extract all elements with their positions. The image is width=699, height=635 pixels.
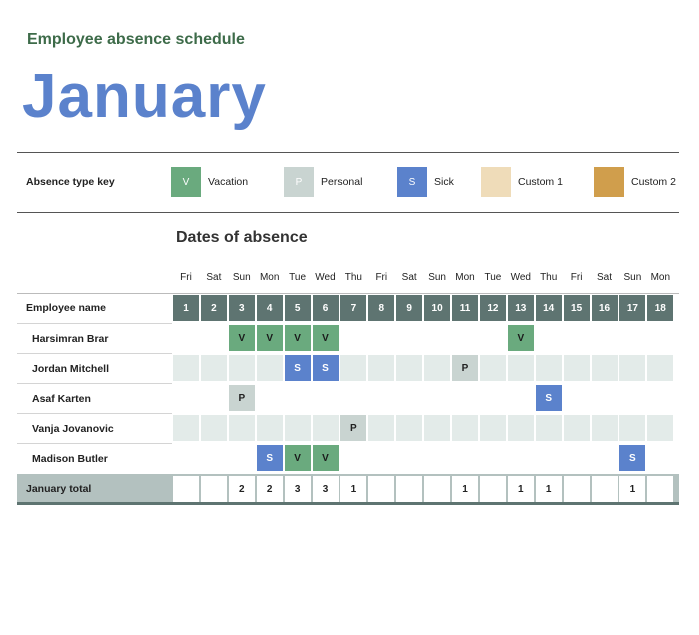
key-swatch: [594, 167, 624, 197]
date-number: 10: [424, 295, 450, 321]
day-name: Sun: [232, 272, 251, 283]
absence-cell[interactable]: [452, 415, 478, 441]
dates-of-absence-heading: Dates of absence: [176, 229, 308, 246]
total-label: January total: [26, 483, 92, 495]
total-cell: [201, 476, 227, 502]
absence-cell[interactable]: [396, 325, 422, 351]
total-cell: 2: [229, 476, 255, 502]
absence-cell[interactable]: [592, 355, 618, 381]
absence-cell[interactable]: [619, 385, 645, 411]
absence-cell[interactable]: [452, 445, 478, 471]
day-name: Wed: [510, 272, 531, 283]
total-cell: [368, 476, 394, 502]
absence-cell[interactable]: [536, 325, 562, 351]
absence-cell[interactable]: [173, 355, 199, 381]
absence-cell[interactable]: V: [508, 325, 534, 351]
title: Employee absence schedule: [27, 31, 245, 48]
date-number: 15: [564, 295, 590, 321]
absence-cell[interactable]: [592, 445, 618, 471]
day-name: Thu: [344, 272, 362, 283]
absence-cell[interactable]: [564, 355, 590, 381]
day-name: Tue: [289, 272, 307, 283]
absence-cell[interactable]: [424, 415, 450, 441]
absence-cell[interactable]: [480, 445, 506, 471]
absence-cell[interactable]: [619, 415, 645, 441]
employee-name: Vanja Jovanovic: [32, 423, 114, 435]
total-cell: [424, 476, 450, 502]
absence-cell[interactable]: V: [313, 325, 339, 351]
total-cell: [173, 476, 199, 502]
row-divider: [17, 443, 172, 444]
day-name: Sat: [596, 272, 612, 283]
absence-cell[interactable]: [647, 385, 673, 411]
absence-cell[interactable]: S: [285, 355, 311, 381]
absence-cell[interactable]: V: [257, 325, 283, 351]
absence-cell[interactable]: [452, 385, 478, 411]
day-name: Sat: [401, 272, 417, 283]
total-cell: [647, 476, 673, 502]
date-number: 1: [173, 295, 199, 321]
date-number: 7: [340, 295, 366, 321]
absence-cell[interactable]: [285, 415, 311, 441]
total-cell: 1: [452, 476, 478, 502]
employee-name: Asaf Karten: [32, 393, 91, 405]
absence-cell[interactable]: [508, 385, 534, 411]
absence-cell[interactable]: [647, 445, 673, 471]
absence-cell[interactable]: [480, 355, 506, 381]
date-number: 14: [536, 295, 562, 321]
absence-cell[interactable]: [396, 385, 422, 411]
absence-cell[interactable]: [313, 415, 339, 441]
absence-cell[interactable]: S: [619, 445, 645, 471]
absence-cell[interactable]: [508, 355, 534, 381]
total-cell: 1: [508, 476, 534, 502]
absence-cell[interactable]: [452, 325, 478, 351]
absence-cell[interactable]: [480, 415, 506, 441]
day-name: Fri: [375, 272, 388, 283]
day-name: Mon: [259, 272, 280, 283]
total-cell: [480, 476, 506, 502]
absence-cell[interactable]: [173, 325, 199, 351]
date-number: 12: [480, 295, 506, 321]
month-title: January: [22, 62, 267, 131]
absence-cell[interactable]: S: [536, 385, 562, 411]
absence-cell[interactable]: P: [340, 415, 366, 441]
key-label: Personal: [321, 176, 363, 188]
absence-cell[interactable]: [229, 415, 255, 441]
absence-cell[interactable]: V: [285, 325, 311, 351]
divider-bottom: [17, 212, 679, 213]
absence-cell[interactable]: [564, 445, 590, 471]
employee-name: Harsimran Brar: [32, 333, 109, 345]
date-number: 3: [229, 295, 255, 321]
day-name: Tue: [484, 272, 502, 283]
key-swatch: [481, 167, 511, 197]
absence-cell[interactable]: [424, 445, 450, 471]
date-number: 18: [647, 295, 673, 321]
absence-cell[interactable]: [564, 415, 590, 441]
absence-cell[interactable]: [647, 415, 673, 441]
date-number: 16: [592, 295, 618, 321]
absence-cell[interactable]: [592, 385, 618, 411]
day-name: Wed: [315, 272, 336, 283]
absence-cell[interactable]: [368, 385, 394, 411]
absence-cell[interactable]: [424, 385, 450, 411]
absence-cell[interactable]: [564, 385, 590, 411]
absence-cell[interactable]: [340, 385, 366, 411]
absence-cell[interactable]: [257, 355, 283, 381]
key-label: Custom 1: [518, 176, 563, 188]
absence-cell[interactable]: [647, 325, 673, 351]
total-cell: 1: [619, 476, 645, 502]
absence-cell[interactable]: [619, 355, 645, 381]
absence-cell[interactable]: S: [313, 355, 339, 381]
employee-name: Jordan Mitchell: [32, 363, 110, 375]
absence-cell[interactable]: S: [257, 445, 283, 471]
absence-cell[interactable]: [201, 445, 227, 471]
absence-cell[interactable]: [396, 355, 422, 381]
absence-cell[interactable]: [536, 445, 562, 471]
row-divider: [17, 383, 172, 384]
absence-cell[interactable]: [592, 325, 618, 351]
absence-cell[interactable]: [424, 355, 450, 381]
key-label: Custom 2: [631, 176, 676, 188]
key-label: Sick: [434, 176, 454, 188]
absence-cell[interactable]: [201, 415, 227, 441]
absence-cell[interactable]: [257, 415, 283, 441]
absence-type-key-label: Absence type key: [26, 176, 115, 188]
absence-cell[interactable]: [201, 325, 227, 351]
absence-cell[interactable]: [340, 355, 366, 381]
absence-cell[interactable]: [480, 325, 506, 351]
day-name: Fri: [570, 272, 583, 283]
absence-cell[interactable]: [396, 445, 422, 471]
key-swatch: V: [171, 167, 201, 197]
absence-cell[interactable]: [201, 385, 227, 411]
date-number: 17: [619, 295, 645, 321]
date-number: 2: [201, 295, 227, 321]
absence-cell[interactable]: [313, 385, 339, 411]
total-cell: [564, 476, 590, 502]
row-divider: [17, 413, 172, 414]
divider-top: [17, 152, 679, 153]
absence-cell[interactable]: [257, 385, 283, 411]
absence-cell[interactable]: [285, 385, 311, 411]
date-number: 11: [452, 295, 478, 321]
absence-cell[interactable]: [368, 325, 394, 351]
total-cell: 2: [257, 476, 283, 502]
date-number: 6: [313, 295, 339, 321]
absence-cell[interactable]: [647, 355, 673, 381]
absence-cell[interactable]: [229, 445, 255, 471]
total-cell: 1: [536, 476, 562, 502]
date-number: 5: [285, 295, 311, 321]
absence-cell[interactable]: [173, 385, 199, 411]
day-name: Thu: [540, 272, 558, 283]
absence-cell[interactable]: P: [452, 355, 478, 381]
date-number: 13: [508, 295, 534, 321]
day-name: Fri: [180, 272, 192, 283]
absence-cell[interactable]: [396, 415, 422, 441]
absence-cell[interactable]: [340, 445, 366, 471]
absence-cell[interactable]: V: [313, 445, 339, 471]
absence-cell[interactable]: [340, 325, 366, 351]
day-name: Mon: [650, 272, 671, 283]
day-name: Sun: [623, 272, 642, 283]
absence-cell[interactable]: [592, 415, 618, 441]
absence-cell[interactable]: [508, 415, 534, 441]
key-label: Vacation: [208, 176, 249, 188]
day-name: Sun: [428, 272, 446, 283]
absence-cell[interactable]: [536, 415, 562, 441]
absence-cell[interactable]: [619, 325, 645, 351]
total-cell: [592, 476, 618, 502]
absence-cell[interactable]: [173, 415, 199, 441]
absence-cell[interactable]: [536, 355, 562, 381]
key-swatch: P: [284, 167, 314, 197]
absence-cell[interactable]: P: [229, 385, 255, 411]
absence-cell[interactable]: [564, 325, 590, 351]
row-divider: [17, 353, 172, 354]
total-cell: [396, 476, 422, 502]
absence-cell[interactable]: [229, 355, 255, 381]
absence-cell[interactable]: [368, 415, 394, 441]
absence-cell[interactable]: [173, 445, 199, 471]
date-number: 4: [257, 295, 283, 321]
date-number: 9: [396, 295, 422, 321]
total-cell: 1: [340, 476, 366, 502]
employee-name: Madison Butler: [32, 453, 108, 465]
total-row-border: [17, 502, 679, 505]
employee-name-header: Employee name: [26, 302, 106, 314]
date-number: 8: [368, 295, 394, 321]
row-divider: [17, 323, 172, 324]
absence-cell[interactable]: [368, 355, 394, 381]
absence-cell[interactable]: V: [285, 445, 311, 471]
absence-cell[interactable]: [424, 325, 450, 351]
absence-cell[interactable]: [368, 445, 394, 471]
day-name: Sat: [206, 272, 222, 283]
day-name: Mon: [455, 272, 475, 283]
key-swatch: S: [397, 167, 427, 197]
total-cell: 3: [285, 476, 311, 502]
absence-cell[interactable]: [480, 385, 506, 411]
absence-cell[interactable]: [201, 355, 227, 381]
absence-cell[interactable]: [508, 445, 534, 471]
total-cell: 3: [313, 476, 339, 502]
absence-cell[interactable]: V: [229, 325, 255, 351]
